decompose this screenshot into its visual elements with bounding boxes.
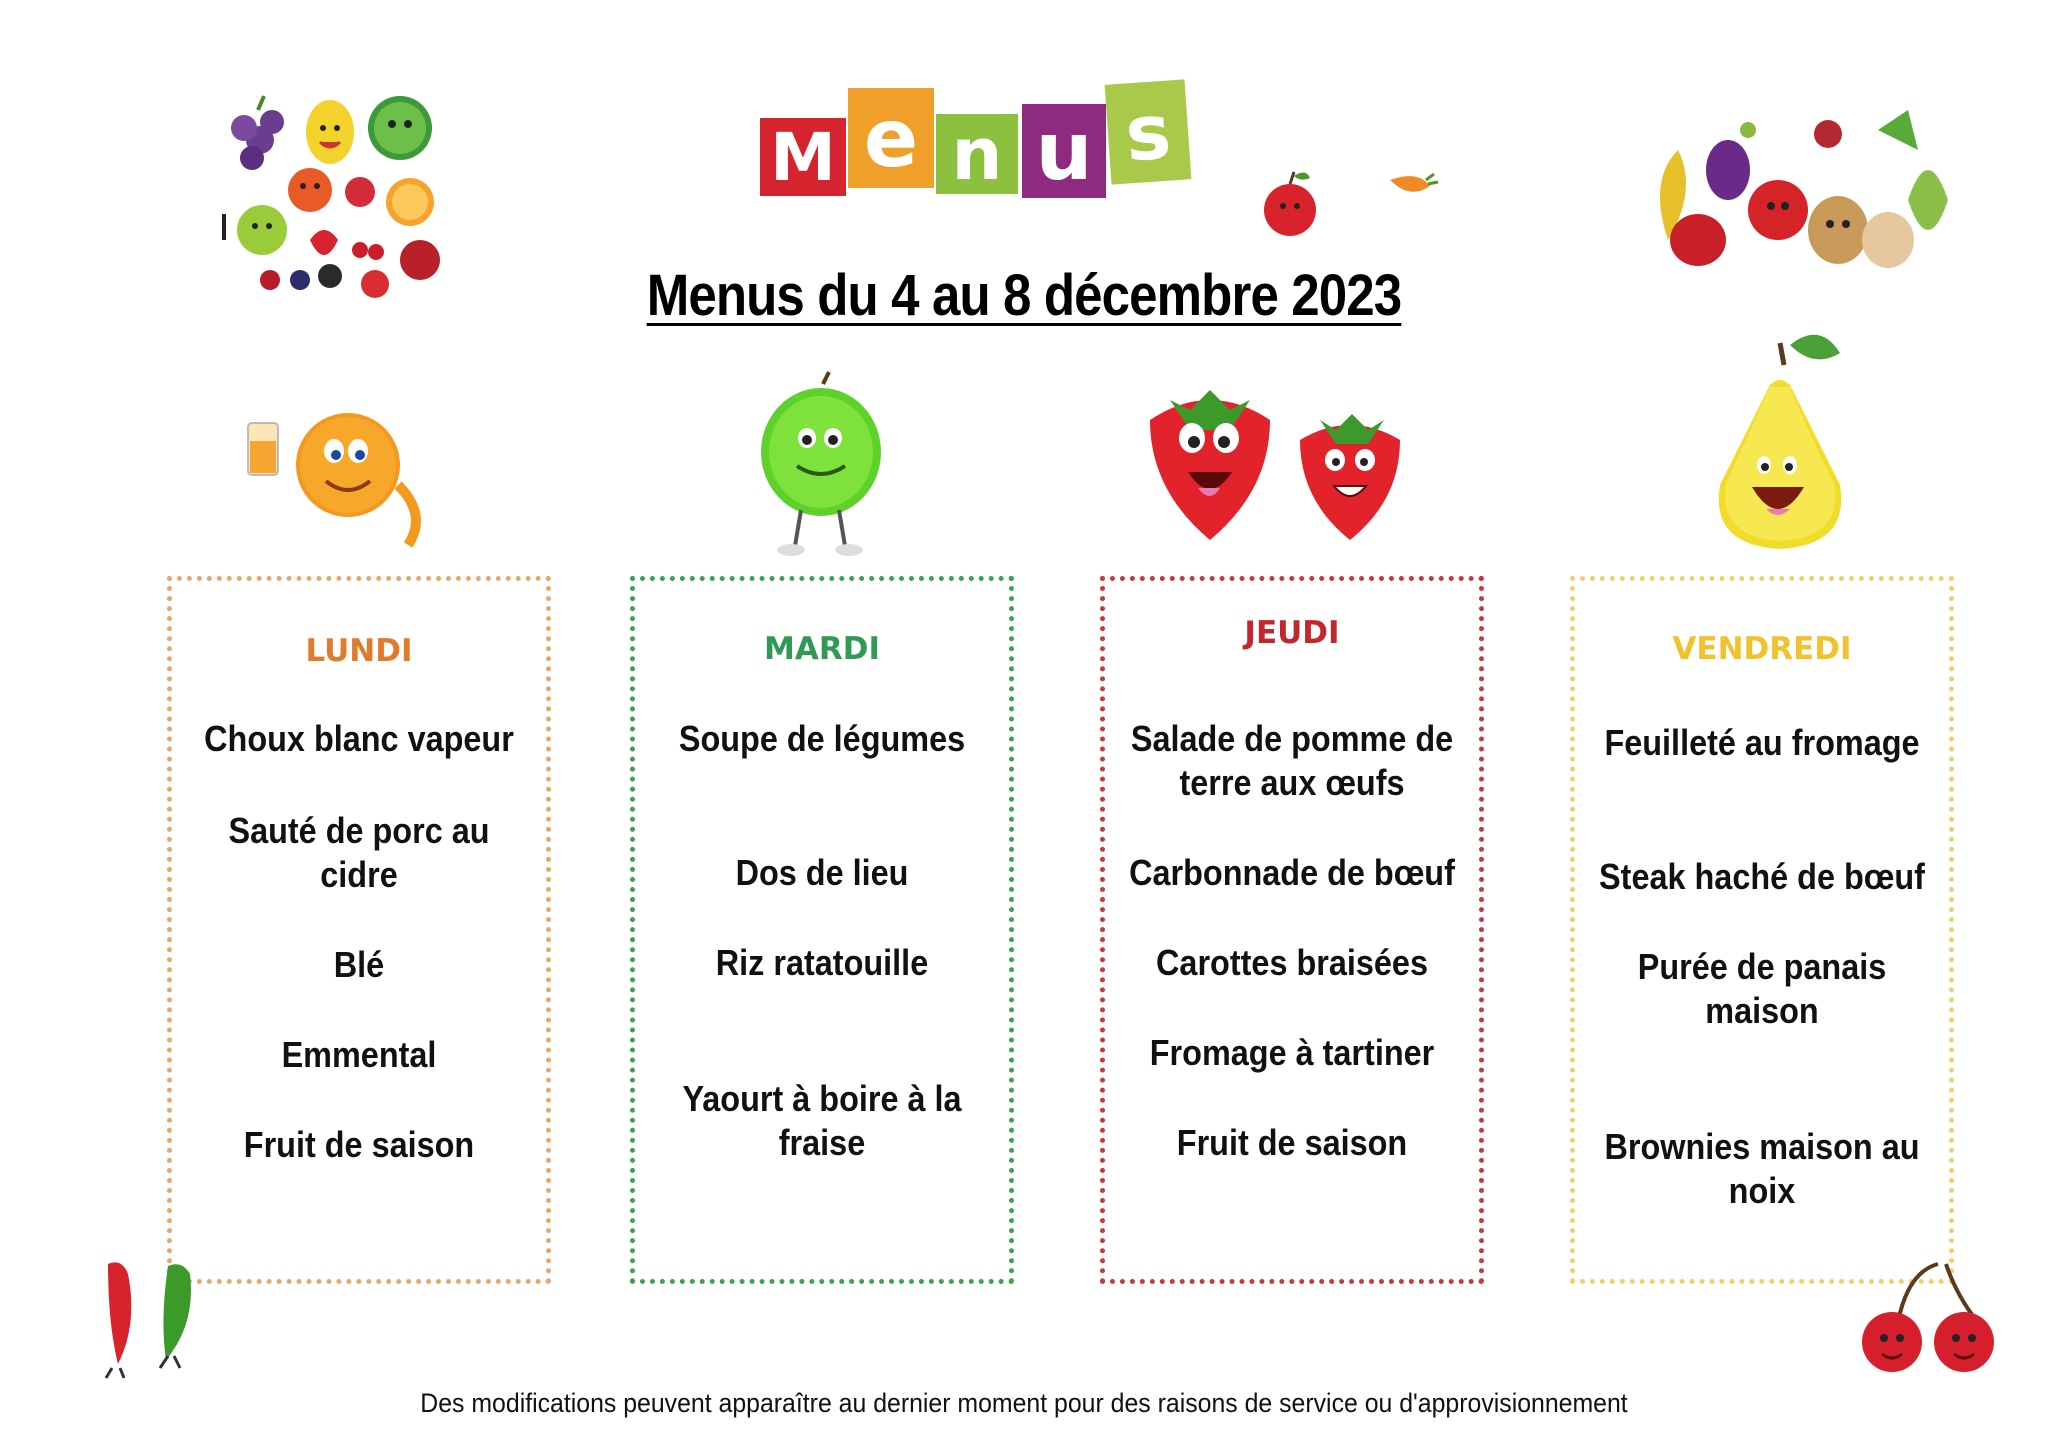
day-box-vendredi <box>1570 576 1954 1284</box>
cherries-illustration <box>1848 1262 2008 1382</box>
vegetables-group-illustration <box>1628 90 1968 280</box>
logo-letter: n <box>936 114 1018 194</box>
menu-item: Feuilleté au fromage <box>1604 722 1920 763</box>
menu-item: Carottes braisées <box>1156 942 1428 983</box>
menu-item: Blé <box>333 944 385 985</box>
menu-item: Fruit de saison <box>1176 1122 1408 1163</box>
menu-item: Brownies maison au noix <box>1604 1126 1920 1211</box>
day-heading: VENDREDI <box>1672 631 1852 667</box>
menu-item: Dos de lieu <box>735 852 909 893</box>
menu-item: Riz ratatouille <box>715 942 929 983</box>
menu-item: Salade de pomme de terre aux œufs <box>1130 718 1454 803</box>
menu-item: Fromage à tartiner <box>1149 1032 1435 1073</box>
day-box-lundi <box>167 576 551 1284</box>
page-title: Menus du 4 au 8 décembre 2023 <box>646 263 1402 328</box>
menu-item: Fruit de saison <box>243 1124 475 1165</box>
logo-letter: s <box>1105 79 1192 184</box>
day-heading: LUNDI <box>305 633 413 669</box>
day-box-mardi <box>630 576 1014 1284</box>
logo-letter: u <box>1022 104 1106 198</box>
day-heading: MARDI <box>764 631 880 667</box>
menu-item: Soupe de légumes <box>678 718 966 759</box>
menu-item: Purée de panais maison <box>1637 946 1887 1031</box>
menu-item: Choux blanc vapeur <box>204 718 514 759</box>
menu-item: Steak haché de bœuf <box>1599 856 1925 897</box>
menu-item: Yaourt à boire à la fraise <box>682 1078 962 1163</box>
menu-item: Emmental <box>281 1034 437 1075</box>
day-box-jeudi <box>1100 576 1484 1284</box>
orange-character-illustration <box>238 405 458 555</box>
logo-letter: M <box>760 118 846 196</box>
menus-logo <box>760 78 1190 198</box>
strawberry-characters-illustration <box>1130 360 1430 550</box>
logo-letter: e <box>848 88 934 188</box>
apple-character-illustration <box>735 370 905 560</box>
chili-peppers-illustration <box>88 1250 218 1380</box>
small-apple-carrot-illustration <box>1250 150 1450 260</box>
menu-item: Carbonnade de bœuf <box>1129 852 1455 893</box>
stray-mark <box>222 214 226 240</box>
day-heading: JEUDI <box>1244 615 1340 651</box>
menu-item: Sauté de porc au cidre <box>228 810 490 895</box>
pear-character-illustration <box>1690 325 1870 555</box>
footer-note: Des modifications peuvent apparaître au dernier moment pour des raisons de service ou d'approvisionnement <box>420 1388 1628 1418</box>
